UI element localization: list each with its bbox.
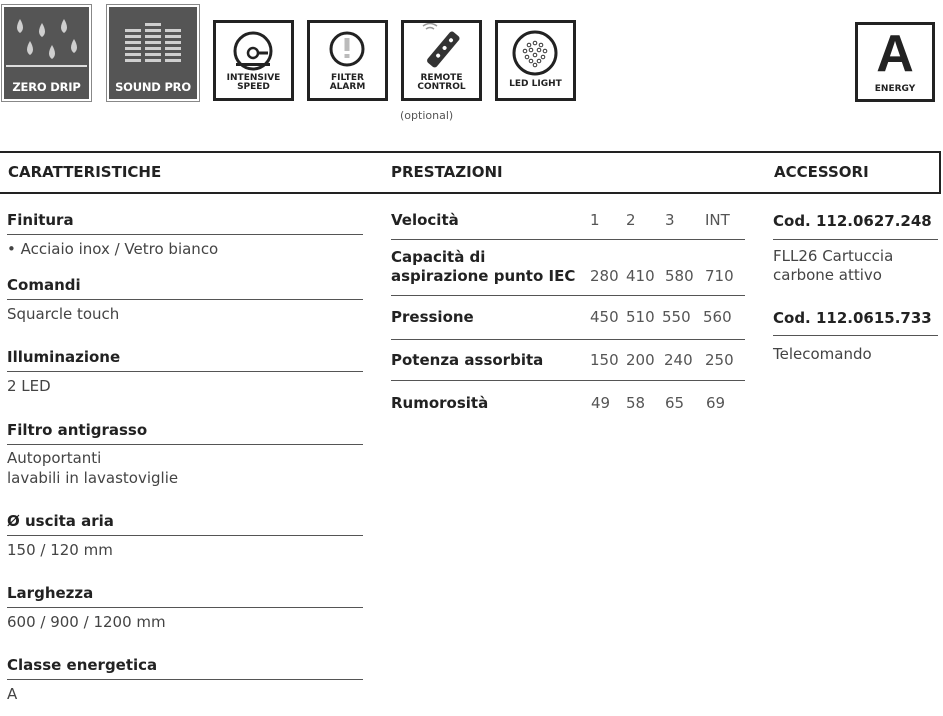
speedometer-icon xyxy=(216,23,291,73)
zero-drip-label: ZERO DRIP xyxy=(12,80,81,94)
sound-pro-badge xyxy=(109,7,197,99)
zero-drip-badge xyxy=(4,7,89,99)
perf-value: 560 xyxy=(703,308,732,326)
divider xyxy=(7,299,363,300)
optional-note: (optional) xyxy=(400,109,454,122)
spec-value-filtro-1: Autoportanti xyxy=(7,449,102,467)
accessory-desc-2: Telecomando xyxy=(773,345,872,363)
header-accessori: ACCESSORI xyxy=(774,163,869,181)
divider xyxy=(7,679,363,680)
perf-value: 710 xyxy=(705,267,734,285)
intensive-speed-label-1: INTENSIVE xyxy=(226,73,281,83)
intensive-speed-badge xyxy=(213,20,294,101)
perf-value: 240 xyxy=(664,351,693,369)
perf-label-pressione: Pressione xyxy=(391,308,474,326)
perf-value: 200 xyxy=(626,351,655,369)
perf-value: 280 xyxy=(590,267,619,285)
divider xyxy=(773,335,938,336)
divider xyxy=(773,239,938,240)
perf-value: 1 xyxy=(590,211,600,229)
spec-label-larghezza: Larghezza xyxy=(7,584,94,602)
accessory-desc-1a: FLL26 Cartuccia xyxy=(773,247,894,265)
perf-value: 410 xyxy=(626,267,655,285)
perf-value: 550 xyxy=(662,308,691,326)
perf-value: 250 xyxy=(705,351,734,369)
header-prestazioni: PRESTAZIONI xyxy=(391,163,503,181)
perf-value: 65 xyxy=(665,394,685,412)
perf-value: 3 xyxy=(665,211,675,229)
spec-label-finitura: Finitura xyxy=(7,211,74,229)
remote-control-label-1: REMOTE xyxy=(420,73,463,83)
led-light-label: LED LIGHT xyxy=(509,79,562,89)
divider xyxy=(7,234,363,235)
spec-label-filtro: Filtro antigrasso xyxy=(7,421,148,439)
alert-icon xyxy=(310,23,385,73)
perf-label-potenza: Potenza assorbita xyxy=(391,351,544,369)
sound-pro-label: SOUND PRO xyxy=(115,80,191,94)
perf-label-rumorosita: Rumorosità xyxy=(391,394,489,412)
divider xyxy=(7,535,363,536)
water-drops-icon xyxy=(6,9,87,75)
energy-class-letter: A xyxy=(876,25,914,83)
divider xyxy=(7,371,363,372)
accessory-code-1: Cod. 112.0627.248 xyxy=(773,212,932,230)
filter-alarm-label-1: FILTER xyxy=(331,73,364,83)
divider xyxy=(391,339,745,340)
perf-value: 510 xyxy=(626,308,655,326)
spec-value-uscita: 150 / 120 mm xyxy=(7,541,113,559)
spec-label-illuminazione: Illuminazione xyxy=(7,348,121,366)
spec-label-comandi: Comandi xyxy=(7,276,81,294)
intensive-speed-label-2: SPEED xyxy=(237,82,270,92)
perf-value: 2 xyxy=(626,211,636,229)
equalizer-icon xyxy=(111,9,195,75)
divider xyxy=(391,295,745,296)
spec-value-comandi: Squarcle touch xyxy=(7,305,120,323)
remote-control-badge xyxy=(401,20,482,101)
spec-label-uscita: Ø uscita aria xyxy=(7,512,114,530)
perf-value: 150 xyxy=(590,351,619,369)
perf-value: 69 xyxy=(706,394,726,412)
led-light-badge xyxy=(495,20,576,101)
led-light-icon xyxy=(498,23,573,79)
spec-label-classe: Classe energetica xyxy=(7,656,158,674)
spec-value-illuminazione: 2 LED xyxy=(7,377,51,395)
perf-label-capacita-1: Capacità di xyxy=(391,248,486,266)
perf-value: 450 xyxy=(590,308,619,326)
energy-class-badge xyxy=(855,22,935,102)
perf-value: 58 xyxy=(626,394,646,412)
perf-value: INT xyxy=(705,211,730,229)
remote-control-label-2: CONTROL xyxy=(417,82,466,92)
spec-value-finitura: • Acciaio inox / Vetro bianco xyxy=(7,240,219,258)
spec-value-classe: A xyxy=(7,685,18,703)
filter-alarm-badge xyxy=(307,20,388,101)
spec-value-filtro-2: lavabili in lavastoviglie xyxy=(7,469,179,487)
accessory-code-2: Cod. 112.0615.733 xyxy=(773,309,932,327)
energy-label: ENERGY xyxy=(874,84,916,94)
header-caratteristiche: CARATTERISTICHE xyxy=(8,163,162,181)
divider xyxy=(391,380,745,381)
perf-value: 580 xyxy=(665,267,694,285)
divider xyxy=(7,444,363,445)
perf-label-capacita-2: aspirazione punto IEC xyxy=(391,267,576,285)
accessory-desc-1b: carbone attivo xyxy=(773,266,882,284)
divider xyxy=(7,607,363,608)
filter-alarm-label-2: ALARM xyxy=(329,82,366,92)
divider xyxy=(391,239,745,240)
perf-value: 49 xyxy=(591,394,611,412)
remote-icon xyxy=(404,23,479,75)
spec-value-larghezza: 600 / 900 / 1200 mm xyxy=(7,613,166,631)
perf-label-velocita: Velocità xyxy=(391,211,459,229)
